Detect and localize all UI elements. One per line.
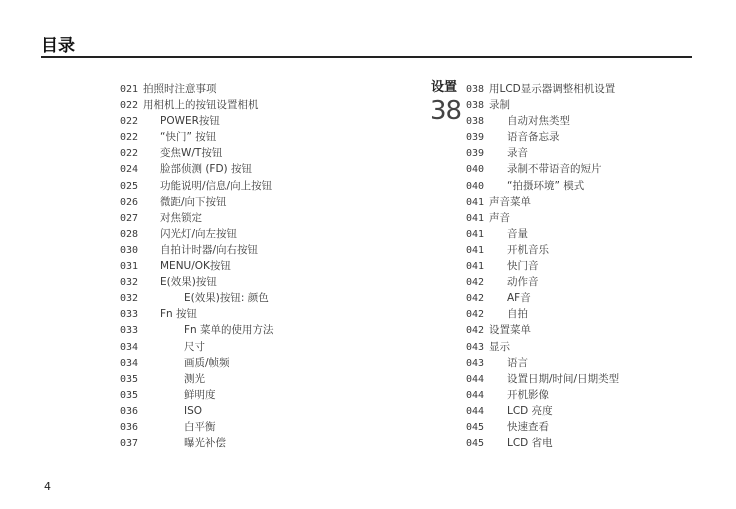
toc-entry-page: 042: [466, 325, 485, 337]
toc-entry-title: 声音: [489, 211, 510, 224]
toc-entry-page: 026: [120, 196, 139, 208]
toc-entry[interactable]: [120, 435, 274, 451]
toc-entry-page: 041: [466, 261, 485, 273]
toc-entry-page: 024: [120, 164, 139, 176]
title-divider: [41, 56, 692, 58]
toc-entry-title: 脸部侦测 (FD) 按钮: [160, 163, 252, 176]
toc-entry-title: “快门” 按钮: [160, 131, 217, 144]
toc-entry-page: 044: [466, 373, 485, 385]
toc-entry[interactable]: [120, 258, 274, 274]
toc-entry[interactable]: [466, 113, 619, 129]
toc-entry-title: 对焦锁定: [160, 211, 202, 224]
toc-entry[interactable]: [466, 387, 619, 403]
toc-entry-page: 022: [120, 132, 139, 144]
toc-entry[interactable]: [466, 274, 619, 290]
toc-entry-title: E(效果)按钮: 颜色: [184, 292, 269, 305]
toc-entry-page: 042: [466, 309, 485, 321]
toc-entry-title: 鲜明度: [184, 388, 216, 401]
toc-entry-page: 038: [466, 100, 485, 112]
toc-entry[interactable]: [120, 403, 274, 419]
toc-entry-page: 030: [120, 244, 139, 256]
toc-entry-title: Fn 按钮: [160, 308, 198, 321]
toc-entry-page: 041: [466, 244, 485, 256]
toc-entry[interactable]: [466, 129, 619, 145]
toc-entry[interactable]: [466, 161, 619, 177]
toc-entry-title: 录制不带语音的短片: [507, 163, 602, 176]
toc-entry-page: 021: [120, 84, 139, 95]
toc-entry-page: 032: [120, 277, 139, 289]
toc-entry[interactable]: [466, 419, 619, 435]
toc-entry[interactable]: [466, 322, 619, 338]
toc-entry[interactable]: [466, 226, 619, 242]
toc-entry-title: Fn 菜单的使用方法: [184, 324, 274, 337]
toc-entry[interactable]: [120, 194, 274, 210]
toc-entry[interactable]: [120, 306, 274, 322]
toc-entry-title: 微距/向下按钮: [160, 195, 227, 208]
toc-entry-title: 显示: [489, 340, 510, 353]
toc-entry-page: 041: [466, 228, 485, 240]
toc-entry-page: 039: [466, 132, 485, 144]
toc-entry-title: 测光: [184, 372, 205, 385]
toc-entry-page: 042: [466, 277, 485, 289]
toc-entry-page: 033: [120, 309, 139, 321]
toc-entry-title: 音量: [507, 227, 528, 240]
toc-entry-page: 036: [120, 405, 139, 417]
toc-entry[interactable]: [120, 226, 274, 242]
toc-entry-title: 尺寸: [184, 340, 205, 353]
toc-entry-page: 040: [466, 180, 485, 192]
toc-entry-title: 用LCD显示器调整相机设置: [489, 83, 616, 95]
toc-entry-title: 语音备忘录: [507, 131, 560, 144]
toc-entry-page: 041: [466, 196, 485, 208]
toc-entry-page: 044: [466, 405, 485, 417]
toc-entry-title: “拍摄环境” 模式: [507, 179, 585, 192]
toc-entry-page: 028: [120, 228, 139, 240]
toc-entry-title: MENU/OK按钮: [160, 260, 231, 273]
toc-entry-title: 曝光补偿: [184, 437, 226, 450]
toc-entry[interactable]: [466, 258, 619, 274]
toc-entry-page: 027: [120, 212, 139, 224]
toc-entry-title: 自拍计时器/向右按钮: [160, 243, 259, 256]
toc-entry-page: 022: [120, 100, 139, 112]
toc-entry[interactable]: [466, 339, 619, 355]
toc-entry[interactable]: [120, 387, 274, 403]
toc-entry[interactable]: [466, 355, 619, 371]
toc-entry[interactable]: [120, 161, 274, 177]
toc-entry-title: 快速查看: [507, 420, 549, 433]
toc-entry-title: 录音: [507, 147, 528, 160]
toc-entry-page: 045: [466, 421, 485, 433]
toc-entry-title: 快门音: [507, 260, 539, 273]
toc-left-column: [120, 81, 274, 451]
toc-entry-page: 035: [120, 389, 139, 401]
toc-entry-page: 032: [120, 293, 139, 305]
page-number: 4: [44, 480, 51, 493]
section-number: 38: [430, 96, 462, 126]
toc-entry-page: 038: [466, 84, 485, 95]
toc-entry[interactable]: [120, 274, 274, 290]
toc-entry-title: 拍照时注意事项: [143, 83, 217, 95]
toc-entry-title: 语言: [507, 356, 528, 369]
toc-entry[interactable]: [466, 290, 619, 306]
toc-entry-title: 设置菜单: [489, 324, 531, 337]
toc-entry-page: 033: [120, 325, 139, 337]
toc-entry-page: 022: [120, 148, 139, 160]
toc-entry-page: 038: [466, 116, 485, 128]
toc-entry[interactable]: [120, 322, 274, 338]
toc-entry-page: 036: [120, 421, 139, 433]
toc-entry[interactable]: [466, 210, 619, 226]
toc-entry[interactable]: [466, 371, 619, 387]
toc-entry[interactable]: [466, 242, 619, 258]
toc-entry[interactable]: [466, 306, 619, 322]
section-label: 设置: [431, 80, 458, 95]
toc-entry-title: LCD 省电: [507, 437, 553, 450]
toc-entry[interactable]: [466, 178, 619, 194]
toc-entry[interactable]: [120, 290, 274, 306]
toc-entry[interactable]: [466, 435, 619, 451]
toc-entry-title: E(效果)按钮: [160, 276, 217, 289]
toc-entry-page: 043: [466, 341, 485, 353]
toc-entry-title: 画质/帧频: [184, 356, 230, 369]
toc-entry[interactable]: [120, 242, 274, 258]
toc-entry-page: 035: [120, 373, 139, 385]
toc-entry-title: POWER按钮: [160, 115, 220, 128]
toc-entry[interactable]: [466, 403, 619, 419]
toc-entry[interactable]: [466, 81, 619, 97]
toc-entry-page: 034: [120, 341, 139, 353]
toc-entry[interactable]: [120, 97, 274, 113]
toc-entry-title: 用相机上的按钮设置相机: [143, 99, 259, 112]
toc-entry-title: 声音菜单: [489, 195, 531, 208]
toc-entry-title: 白平衡: [184, 420, 216, 433]
toc-entry-title: 设置日期/时间/日期类型: [507, 372, 620, 385]
toc-entry-page: 042: [466, 293, 485, 305]
toc-entry-title: 功能说明/信息/向上按钮: [160, 179, 273, 192]
toc-entry-title: ISO: [184, 404, 203, 417]
toc-entry[interactable]: [120, 81, 274, 97]
toc-entry-page: 040: [466, 164, 485, 176]
toc-entry[interactable]: [120, 113, 274, 129]
toc-entry-title: AF音: [507, 292, 531, 305]
toc-entry[interactable]: [466, 145, 619, 161]
toc-entry-title: 自动对焦类型: [507, 115, 570, 128]
toc-entry[interactable]: [120, 210, 274, 226]
toc-entry-title: 自拍: [507, 308, 528, 321]
toc-right-column: [466, 81, 619, 451]
toc-entry-title: 变焦W/T按钮: [160, 147, 223, 160]
toc-entry-page: 031: [120, 261, 139, 273]
toc-entry-page: 022: [120, 116, 139, 128]
toc-entry-title: 开机影像: [507, 388, 549, 401]
toc-entry[interactable]: [120, 419, 274, 435]
toc-entry-title: 动作音: [507, 276, 539, 289]
toc-entry[interactable]: [120, 145, 274, 161]
toc-entry[interactable]: [120, 371, 274, 387]
toc-entry-page: 039: [466, 148, 485, 160]
toc-entry-page: 041: [466, 212, 485, 224]
toc-entry-page: 037: [120, 438, 139, 450]
toc-entry[interactable]: [120, 178, 274, 194]
toc-entry-title: 开机音乐: [507, 243, 549, 256]
toc-entry-page: 034: [120, 357, 139, 369]
toc-entry-title: 录制: [489, 99, 510, 112]
toc-entry-page: 043: [466, 357, 485, 369]
toc-entry-title: LCD 亮度: [507, 404, 553, 417]
toc-entry-page: 025: [120, 180, 139, 192]
toc-entry[interactable]: [120, 129, 274, 145]
toc-entry-page: 044: [466, 389, 485, 401]
toc-entry[interactable]: [120, 339, 274, 355]
toc-entry[interactable]: [466, 97, 619, 113]
page-title: 目录: [41, 36, 75, 56]
toc-entry-page: 045: [466, 438, 485, 450]
toc-entry[interactable]: [120, 355, 274, 371]
toc-entry-title: 闪光灯/向左按钮: [160, 227, 238, 240]
toc-entry[interactable]: [466, 194, 619, 210]
